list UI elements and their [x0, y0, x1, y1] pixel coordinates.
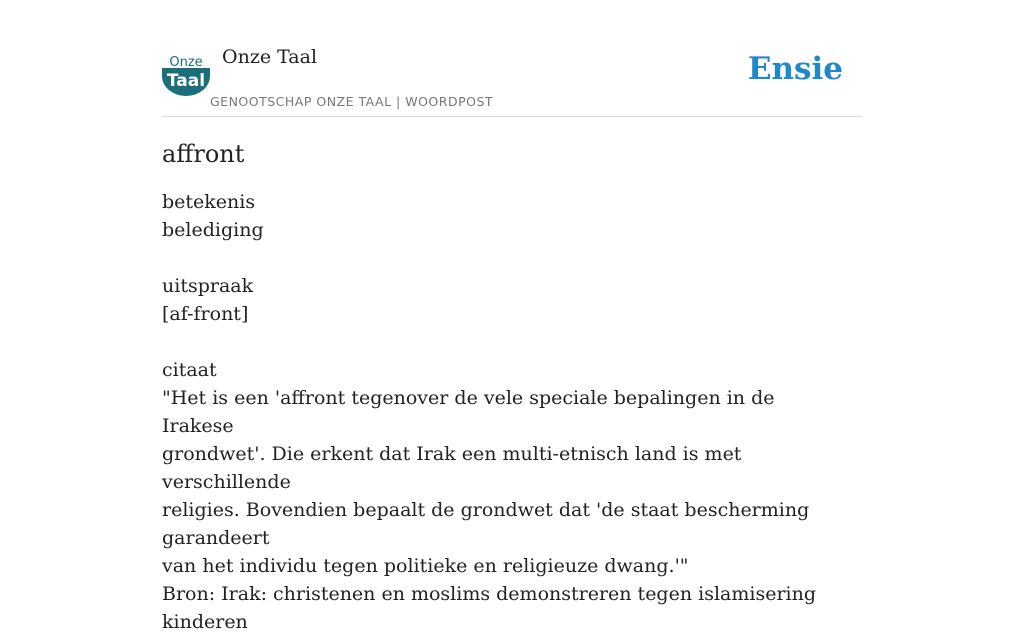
quote-line: van het individu tegen politieke en religieuze dwang.'" [162, 555, 689, 577]
spacer [162, 328, 852, 356]
entry-content [162, 136, 852, 636]
pronunciation-label: uitspraak [162, 275, 254, 297]
ensie-brand-link[interactable]: Ensie [747, 51, 843, 87]
logo-text-top: Onze [169, 55, 203, 70]
quote-line: "Het is een 'affront tegenover de vele speciale bepalingen in de Irakese [162, 387, 775, 437]
meaning-value: belediging [162, 219, 264, 241]
quote-line: religies. Bovendien bepaalt de grondwet dat 'de staat bescherming garandeert [162, 499, 810, 549]
onze-taal-logo[interactable] [162, 52, 210, 96]
spacer [162, 244, 852, 272]
entry-body [162, 188, 852, 636]
quote-label: citaat [162, 359, 217, 381]
page-title: affront [162, 140, 245, 168]
site-subtitle: GENOOTSCHAP ONZE TAAL | WOORDPOST [210, 94, 494, 109]
quote-source: Bron: Irak: christenen en moslims demonstreren tegen islamisering kinderen [162, 583, 816, 633]
meaning-label: betekenis [162, 191, 256, 213]
site-title[interactable]: Onze Taal [222, 46, 318, 68]
site-header [162, 44, 862, 117]
quote-line: grondwet'. Die erkent dat Irak een multi-etnisch land is met verschillende [162, 443, 742, 493]
logo-text-bottom: Taal [166, 71, 206, 91]
pronunciation-value: [af-front] [162, 303, 249, 325]
